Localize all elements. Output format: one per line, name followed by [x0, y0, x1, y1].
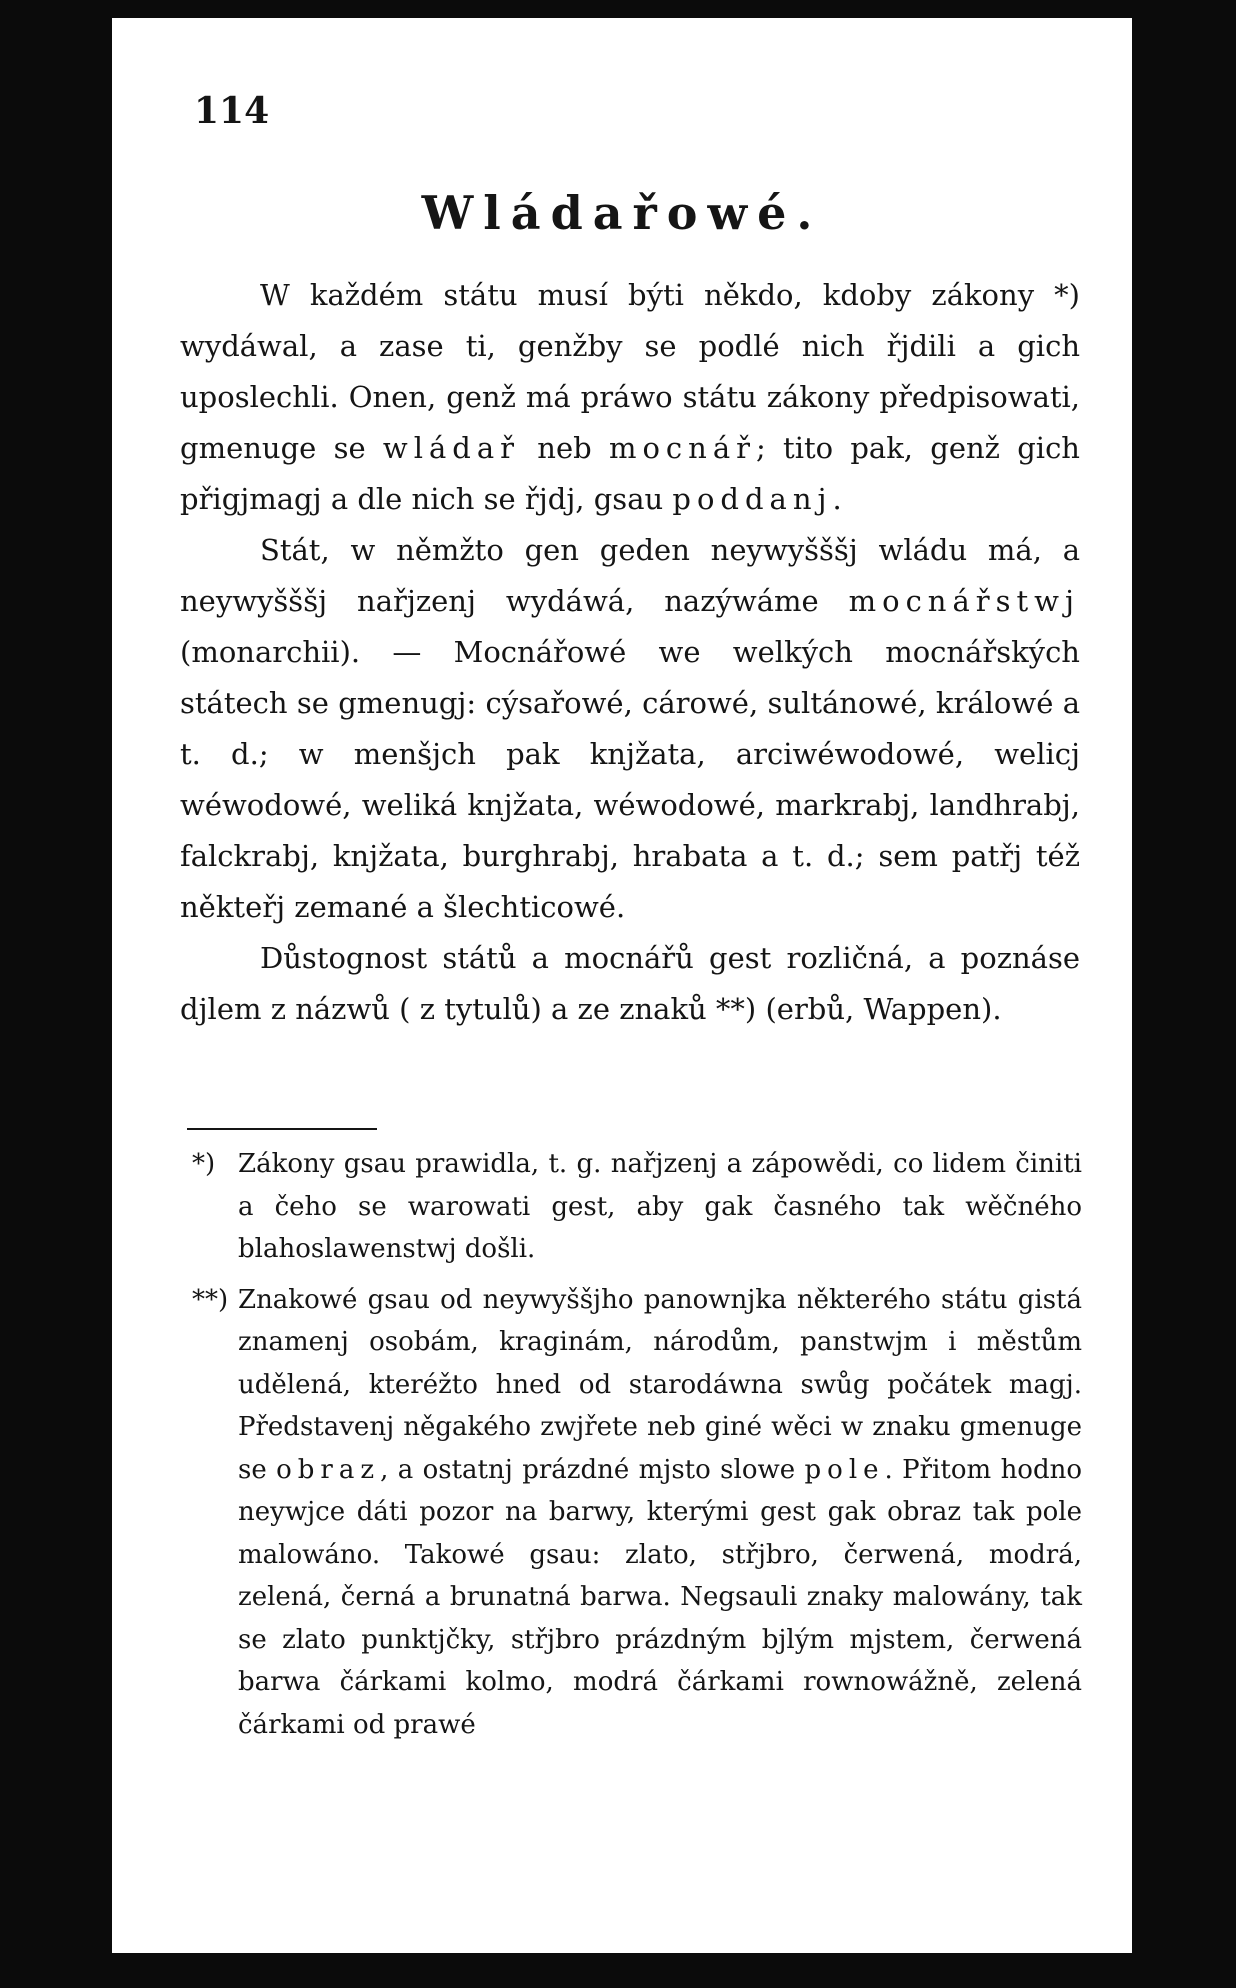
footnote-2: [192, 1279, 1082, 1747]
footnote-marker: *): [192, 1149, 216, 1179]
paragraph-1: [180, 270, 1080, 525]
book-page: [112, 18, 1132, 1953]
paragraph-2: [180, 525, 1080, 933]
text-run: , a ostatnj prázdné mjsto slowe: [380, 1454, 805, 1485]
text-run: Zákony gsau prawidla, t. g. nařjzenj a zápowědi, co lidem činiti a čeho se warowati gest, aby gak časného tak wěčného blahoslawenstwj došli.: [238, 1149, 1082, 1264]
footnote-marker: **): [192, 1284, 229, 1315]
spaced-term: mocnářstwj: [848, 584, 1080, 618]
text-run: (monarchii). — Mocnářowé we welkých mocnářských státech se gmenugj: cýsařowé, cárowé, sultánowé, králowé a t. d.; w menšjch pak knjžata, arciwéwodowé, welicj wéwodowé, weliká knjžata, wéwodowé, markrabj, landhrabj, falckrabj, knjžata, burghrabj, hrabata a t. d.; sem patřj též někteřj zemané a šlechticowé.: [180, 635, 1080, 924]
main-text: [180, 270, 1080, 1035]
page-number: 114: [194, 90, 270, 132]
text-run: W každém státu musí býti někdo, kdoby zákony *) wydáwal, a zase ti, genžby se podlé nich řjdili a gich uposlechli. Onen, genž má práwo státu zákony předpisowati, gmenuge se: [180, 278, 1080, 465]
text-run: ; tito pak, genž gich přigjmagj a dle nich se řjdj, gsau: [180, 431, 1080, 516]
text-run: Znakowé gsau od neywyššjho panownjka některého státu gistá znamenj osobám, kraginám, národům, panstwjm i městům udělená, kteréžto hned od starodáwna swůg počátek magj. Představenj něgakého zwjřete neb giné wěci w znaku gmenuge se: [238, 1284, 1082, 1485]
text-run: Stát, w němžto gen geden neywyšššj wládu má, a neywyšššj nařjzenj wydáwá, nazýwáme: [180, 533, 1080, 618]
text-run: . Přitom hodno neywjce dáti pozor na barwy, kterými gest gak obraz tak pole malowáno. Takowé gsau: zlato, střjbro, čerwená, modrá, zelená, černá a brunatná barwa. Negsauli znaky malowány, tak se zlato punktjčky, střjbro prázdným bjlým mjstem, čerwená barwa čárkami kolmo, modrá čárkami rownowážně, zelená čárkami od prawé: [238, 1454, 1083, 1740]
spaced-term: pole: [804, 1454, 885, 1485]
spaced-term: wládař: [382, 431, 521, 465]
text-run: neb: [520, 431, 609, 465]
footnotes: [192, 1143, 1082, 1754]
spaced-term: poddanj: [672, 482, 833, 516]
chapter-title: Wládařowé.: [421, 186, 823, 240]
text-run: Důstognost států a mocnářů gest rozličná, a poznáse djlem z názwů ( z tytulů) a ze znaků **) (erbů, Wappen).: [180, 941, 1080, 1026]
footnote-1: [192, 1143, 1082, 1271]
paragraph-3: [180, 933, 1080, 1035]
spaced-term: obraz: [276, 1454, 381, 1485]
spaced-term: mocnář: [608, 431, 756, 465]
footnote-separator: [187, 1128, 377, 1130]
text-run: .: [832, 482, 842, 516]
